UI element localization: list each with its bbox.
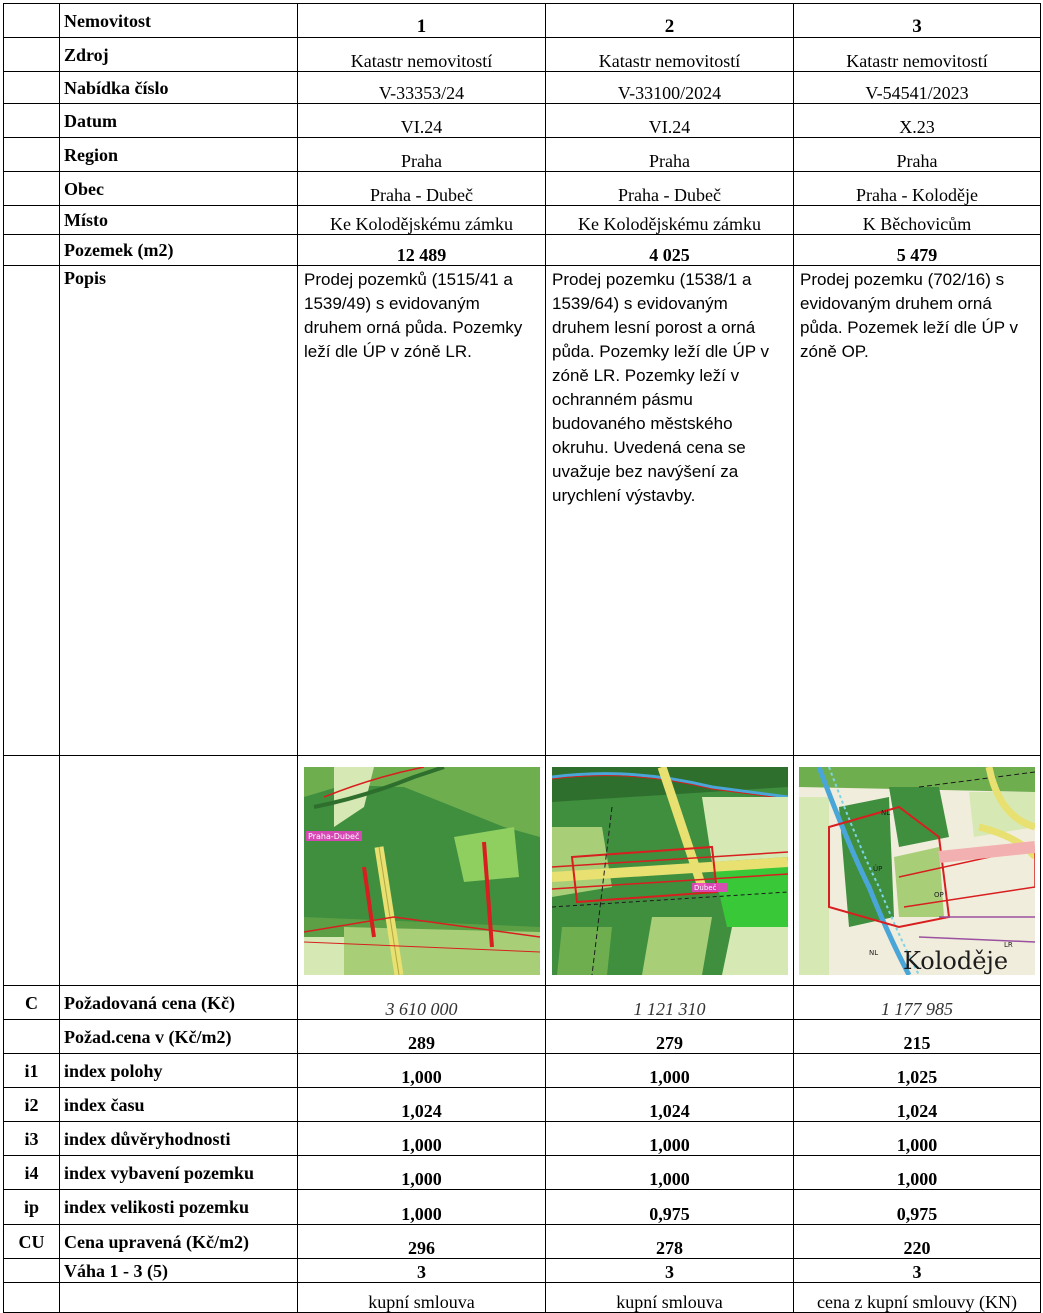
cell-value: 1,000 [794, 1122, 1041, 1156]
row-label: index důvěryhodnosti [60, 1122, 298, 1156]
row-code: CU [4, 1225, 60, 1259]
cell-value: 1,024 [546, 1088, 794, 1122]
zone-label: NL [881, 808, 891, 817]
cell-value: X.23 [794, 104, 1041, 138]
cell-value: 3 [298, 1259, 546, 1283]
row-i2 [4, 1088, 1041, 1122]
row-label: Obec [60, 172, 298, 206]
cell-value: 1 121 310 [546, 986, 794, 1020]
row-label: Zdroj [60, 38, 298, 72]
col-header-2: 2 [546, 4, 794, 38]
cell-value: Praha - Dubeč [298, 172, 546, 206]
cell-value: 1,024 [794, 1088, 1041, 1122]
cell-value: Praha - Koloděje [794, 172, 1041, 206]
row-vaha [4, 1259, 1041, 1283]
row-code: i3 [4, 1122, 60, 1156]
row-label: Váha 1 - 3 (5) [60, 1259, 298, 1283]
row-label: Nemovitost [60, 4, 298, 38]
row-cena-m2 [4, 1020, 1041, 1054]
map-label: Koloděje [903, 946, 1009, 975]
cell-value: 1,024 [298, 1088, 546, 1122]
cell-value: 1,000 [298, 1156, 546, 1190]
cell-value: 3 610 000 [298, 986, 546, 1020]
row-label: Požadovaná cena (Kč) [60, 986, 298, 1020]
zoning-map-2 [552, 767, 788, 975]
cell-value: 278 [546, 1225, 794, 1259]
row-i1 [4, 1054, 1041, 1088]
cell-value: V-33100/2024 [546, 72, 794, 104]
cell-value: Katastr nemovitostí [546, 38, 794, 72]
row-nemovitost [4, 4, 1041, 38]
row-label [60, 1283, 298, 1313]
cell-value: V-54541/2023 [794, 72, 1041, 104]
cell-value: 4 025 [546, 235, 794, 266]
cell-value: 279 [546, 1020, 794, 1054]
row-cu [4, 1225, 1041, 1259]
cell-value: Praha [546, 138, 794, 172]
map-label: Dubeč [693, 883, 716, 892]
row-label: index času [60, 1088, 298, 1122]
row-label: index polohy [60, 1054, 298, 1088]
cell-value: Praha - Dubeč [546, 172, 794, 206]
cell-value: Praha [794, 138, 1041, 172]
cell-value: 5 479 [794, 235, 1041, 266]
row-label: Pozemek (m2) [60, 235, 298, 266]
cell-value: 3 [794, 1259, 1041, 1283]
map-cell-2 [546, 756, 794, 986]
description-text: Prodej pozemku (1538/1 a 1539/64) s evidovaným druhem lesní porost a orná půda. Pozemky leží dle ÚP v zóně LR. Pozemky leží v ochranném pásmu budovaného městského okruhu. Uvedená cena se uvažuje bez navýšení za urychlení výstavby. [546, 266, 794, 756]
row-i3 [4, 1122, 1041, 1156]
cell-value: Ke Kolodějskému zámku [298, 206, 546, 235]
row-label: Cena upravená (Kč/m2) [60, 1225, 298, 1259]
cell-value: 1,000 [546, 1156, 794, 1190]
row-typ [4, 1283, 1041, 1313]
row-i4 [4, 1156, 1041, 1190]
cell-value: 296 [298, 1225, 546, 1259]
row-label: Datum [60, 104, 298, 138]
zone-label: ÚP [873, 864, 883, 873]
cell-value: VI.24 [546, 104, 794, 138]
row-label: Požad.cena v (Kč/m2) [60, 1020, 298, 1054]
cell-value: 289 [298, 1020, 546, 1054]
row-code [4, 4, 60, 38]
cell-value: 1,000 [298, 1190, 546, 1225]
cell-value: VI.24 [298, 104, 546, 138]
row-label: Popis [60, 266, 298, 756]
cell-value: 1,000 [794, 1156, 1041, 1190]
description-text: Prodej pozemku (702/16) s evidovaným druhem orná půda. Pozemek leží dle ÚP v zóně OP. [794, 266, 1041, 756]
row-zdroj [4, 38, 1041, 72]
cell-value: 1,000 [546, 1122, 794, 1156]
cell-value: 1,000 [546, 1054, 794, 1088]
col-header-3: 3 [794, 4, 1041, 38]
cell-value: V-33353/24 [298, 72, 546, 104]
row-code: i1 [4, 1054, 60, 1088]
row-label: Region [60, 138, 298, 172]
row-region [4, 138, 1041, 172]
cell-value: 220 [794, 1225, 1041, 1259]
cell-value: kupní smlouva [298, 1283, 546, 1313]
cell-value: 1 177 985 [794, 986, 1041, 1020]
map-cell-3 [794, 756, 1041, 986]
cell-value: K Běchovicům [794, 206, 1041, 235]
zoning-map-3 [799, 767, 1035, 975]
col-header-1: 1 [298, 4, 546, 38]
row-obec [4, 172, 1041, 206]
cell-value: 1,025 [794, 1054, 1041, 1088]
row-label: Místo [60, 206, 298, 235]
row-nabidka [4, 72, 1041, 104]
cell-value: 215 [794, 1020, 1041, 1054]
row-code: i4 [4, 1156, 60, 1190]
row-code: C [4, 986, 60, 1020]
zone-label: OP [934, 890, 944, 899]
row-ip [4, 1190, 1041, 1225]
description-text: Prodej pozemků (1515/41 a 1539/49) s evidovaným druhem orná půda. Pozemky leží dle ÚP v zóně LR. [298, 266, 546, 756]
map-cell-1 [298, 756, 546, 986]
row-label: Nabídka číslo [60, 72, 298, 104]
row-code: ip [4, 1190, 60, 1225]
cell-value: 0,975 [794, 1190, 1041, 1225]
row-misto [4, 206, 1041, 235]
row-popis [4, 266, 1041, 756]
row-code: i2 [4, 1088, 60, 1122]
row-maps [4, 756, 1041, 986]
row-cena [4, 986, 1041, 1020]
cell-value: Praha [298, 138, 546, 172]
cell-value: 12 489 [298, 235, 546, 266]
cell-value: cena z kupní smlouvy (KN) [794, 1283, 1041, 1313]
row-label: index vybavení pozemku [60, 1156, 298, 1190]
zoning-map-1 [304, 767, 540, 975]
map-label: Praha-Dubeč [307, 831, 359, 841]
comparison-table [3, 3, 1041, 1313]
zone-label: LR [1004, 940, 1013, 949]
cell-value: Katastr nemovitostí [794, 38, 1041, 72]
cell-value: 1,000 [298, 1122, 546, 1156]
cell-value: 3 [546, 1259, 794, 1283]
row-datum [4, 104, 1041, 138]
cell-value: kupní smlouva [546, 1283, 794, 1313]
row-label: index velikosti pozemku [60, 1190, 298, 1225]
cell-value: Ke Kolodějskému zámku [546, 206, 794, 235]
cell-value: Katastr nemovitostí [298, 38, 546, 72]
cell-value: 0,975 [546, 1190, 794, 1225]
cell-value: 1,000 [298, 1054, 546, 1088]
row-pozemek [4, 235, 1041, 266]
zone-label: NL [869, 948, 879, 957]
